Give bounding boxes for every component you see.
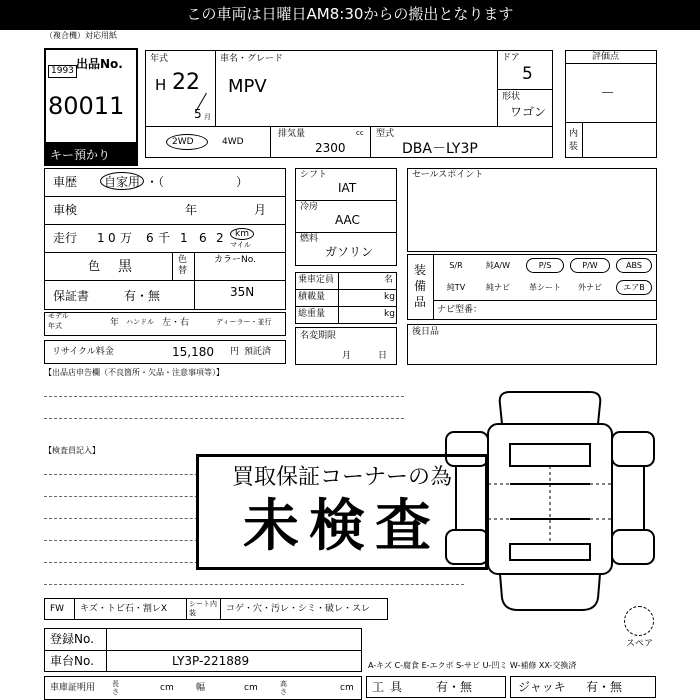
drive-2wd: 2WD <box>172 137 194 147</box>
mileage-sen: 千 <box>158 231 171 245</box>
inspector-note: 【検査員記入】 <box>44 446 100 455</box>
warranty-label: 保証書 <box>53 289 90 303</box>
score-mark: － <box>600 84 616 102</box>
fuel-value: ガソリン <box>325 245 374 259</box>
equip-navi: 純ナビ <box>486 283 510 292</box>
inspection-month: 月 <box>254 203 267 217</box>
load-unit: kg <box>384 292 395 302</box>
displacement-value: 2300 <box>315 141 346 155</box>
lot-number: 80011 <box>48 92 125 120</box>
color-value: 黒 <box>118 259 132 275</box>
later-box <box>407 324 657 365</box>
mileage-label: 走行 <box>53 231 78 245</box>
banner <box>0 0 700 30</box>
weight-label: 総重量 <box>298 309 326 319</box>
year-era: H <box>155 76 167 94</box>
cert-width-unit: cm <box>244 683 258 693</box>
equip-leather: 革シート <box>529 283 561 292</box>
model-year-year: 年 <box>110 318 120 328</box>
color-no-value: 35N <box>230 285 255 299</box>
capacity-unit: 名 <box>384 275 394 285</box>
seat-label: シート内装 <box>189 600 217 617</box>
recycle-value: 15,180 <box>172 345 214 359</box>
mileage-d1: 1 <box>97 231 105 245</box>
year-label: 年式 <box>150 54 169 64</box>
name-change-day: 日 <box>378 351 388 361</box>
shift-value: IAT <box>338 181 357 195</box>
color-change: 色替 <box>178 255 188 276</box>
recycle-label: リサイクル料金 <box>52 347 114 357</box>
mileage-d4: 1 <box>180 231 188 245</box>
history-label: 車歴 <box>53 175 78 189</box>
cert-length-unit: cm <box>160 683 174 693</box>
mileage-d5: 6 <box>199 231 207 245</box>
name-value: MPV <box>228 76 267 97</box>
ac-label: 冷房 <box>300 202 319 212</box>
score-label: 評価点 <box>592 52 620 62</box>
inspection-label: 車検 <box>53 203 78 217</box>
weight-unit: kg <box>384 309 395 319</box>
displacement-label: 排気量 <box>278 129 306 139</box>
displacement-unit: cc <box>356 129 364 137</box>
year-num: 22 <box>172 70 200 95</box>
fw-value: キズ・トビ石・割レX <box>80 604 167 614</box>
cert-label: 車庫証明用 <box>50 683 96 693</box>
equip-ext-navi: 外ナビ <box>578 283 602 292</box>
model-value: DBA－LY3P <box>402 141 478 157</box>
color-no-label: カラーNo. <box>214 255 256 265</box>
recycle-unit: 円 <box>230 347 240 357</box>
mileage-d2: 0 <box>108 231 116 245</box>
tools-value: 有・無 <box>436 680 473 694</box>
model-year-handle: ハンドル <box>126 318 154 326</box>
exhibitor-note: 【出品店申告欄（不良箇所・欠品・注意事項等）】 <box>44 368 224 377</box>
chassis-label: 車台No. <box>50 654 94 668</box>
equipment-label: 装備品 <box>414 263 427 309</box>
recycle-note: 預託済 <box>244 347 272 357</box>
car-diagram <box>430 384 670 624</box>
jack-label: ジャッキ <box>518 680 566 694</box>
shape-value: ワゴン <box>510 105 547 119</box>
top-note: （複合機）対応用紙 <box>45 31 117 40</box>
name-change-label: 名変期限 <box>300 331 337 341</box>
ac-value: AAC <box>335 213 360 227</box>
model-label: 型式 <box>376 129 395 139</box>
inspection-year: 年 <box>185 203 198 217</box>
door-label: ドア <box>502 53 520 63</box>
equip-airbag: エアB <box>616 280 652 295</box>
equip-ps: P/S <box>526 258 564 273</box>
model-year-label2: 年式 <box>48 322 62 330</box>
mileage-man: 万 <box>120 231 133 245</box>
fw-label: FW <box>50 604 65 614</box>
year-month-unit: 月 <box>204 113 211 121</box>
warranty-value: 有・無 <box>124 289 161 303</box>
mileage-d6: 2 <box>216 231 224 245</box>
key-text: キー預かり <box>50 148 111 162</box>
spare-label: スペア <box>626 639 654 649</box>
drive-4wd: 4WD <box>222 137 244 147</box>
equip-aw: 純A/W <box>485 261 511 270</box>
equip-pw: P/W <box>570 258 610 273</box>
spare-tire-icon <box>624 606 654 636</box>
equip-tv: 純TV <box>446 283 466 292</box>
fuel-label: 燃料 <box>300 234 319 244</box>
model-year-lr: 左・右 <box>162 318 190 328</box>
model-year-label1: モデル <box>48 312 69 320</box>
tools-label: 工具 <box>372 680 409 694</box>
mileage-km: km <box>235 229 249 239</box>
cert-width: 幅 <box>196 683 206 693</box>
damage-legend: A-キズ C-腐食 E-エクボ S-サビ U-凹ミ W-補修 XX-交換済 <box>368 661 577 670</box>
jack-value: 有・無 <box>586 680 623 694</box>
lot-year-box: 1993 <box>48 65 77 78</box>
key-badge <box>44 144 138 166</box>
sales-point-label: セールスポイント <box>412 170 484 180</box>
history-rest: ・（ ） <box>146 175 249 189</box>
shape-label: 形状 <box>502 92 521 102</box>
mileage-mile: マイル <box>230 241 251 249</box>
name-change-month: 月 <box>342 351 352 361</box>
lot-label: 出品No. <box>76 57 123 71</box>
year-month: 5 <box>194 107 202 121</box>
cert-height: 高さ <box>280 680 287 696</box>
sales-point-box <box>407 168 657 252</box>
chassis-value: LY3P-221889 <box>172 654 250 668</box>
equip-sr: S/R <box>449 261 463 270</box>
capacity-label: 乗車定員 <box>298 275 335 285</box>
color-label: 色 <box>88 259 101 273</box>
banner-text: この車両は日曜日AM8:30からの搬出となります <box>186 5 514 23</box>
stamp-line1: 買取保証コーナーの為 <box>231 465 452 490</box>
load-label: 積載量 <box>298 292 326 302</box>
cert-height-unit: cm <box>340 683 354 693</box>
door-value: 5 <box>522 64 533 84</box>
name-label: 車名・グレード <box>220 54 284 64</box>
cert-length: 長さ <box>112 680 119 696</box>
model-year-dealer: ディーラー・並行 <box>216 318 272 326</box>
equip-navi-model: ナビ型番： <box>437 305 483 315</box>
later-label: 後日品 <box>412 327 440 337</box>
seat-value: コゲ・穴・汚レ・シミ・破レ・スレ <box>226 604 371 614</box>
stamp-line2: 未検査 <box>243 494 441 559</box>
history-value: 自家用 <box>104 175 141 189</box>
score-interior: 内装 <box>569 129 579 152</box>
equip-abs: ABS <box>616 258 652 273</box>
shift-label: シフト <box>300 170 328 180</box>
registration-label: 登録No. <box>50 632 94 646</box>
mileage-d3: 6 <box>146 231 154 245</box>
